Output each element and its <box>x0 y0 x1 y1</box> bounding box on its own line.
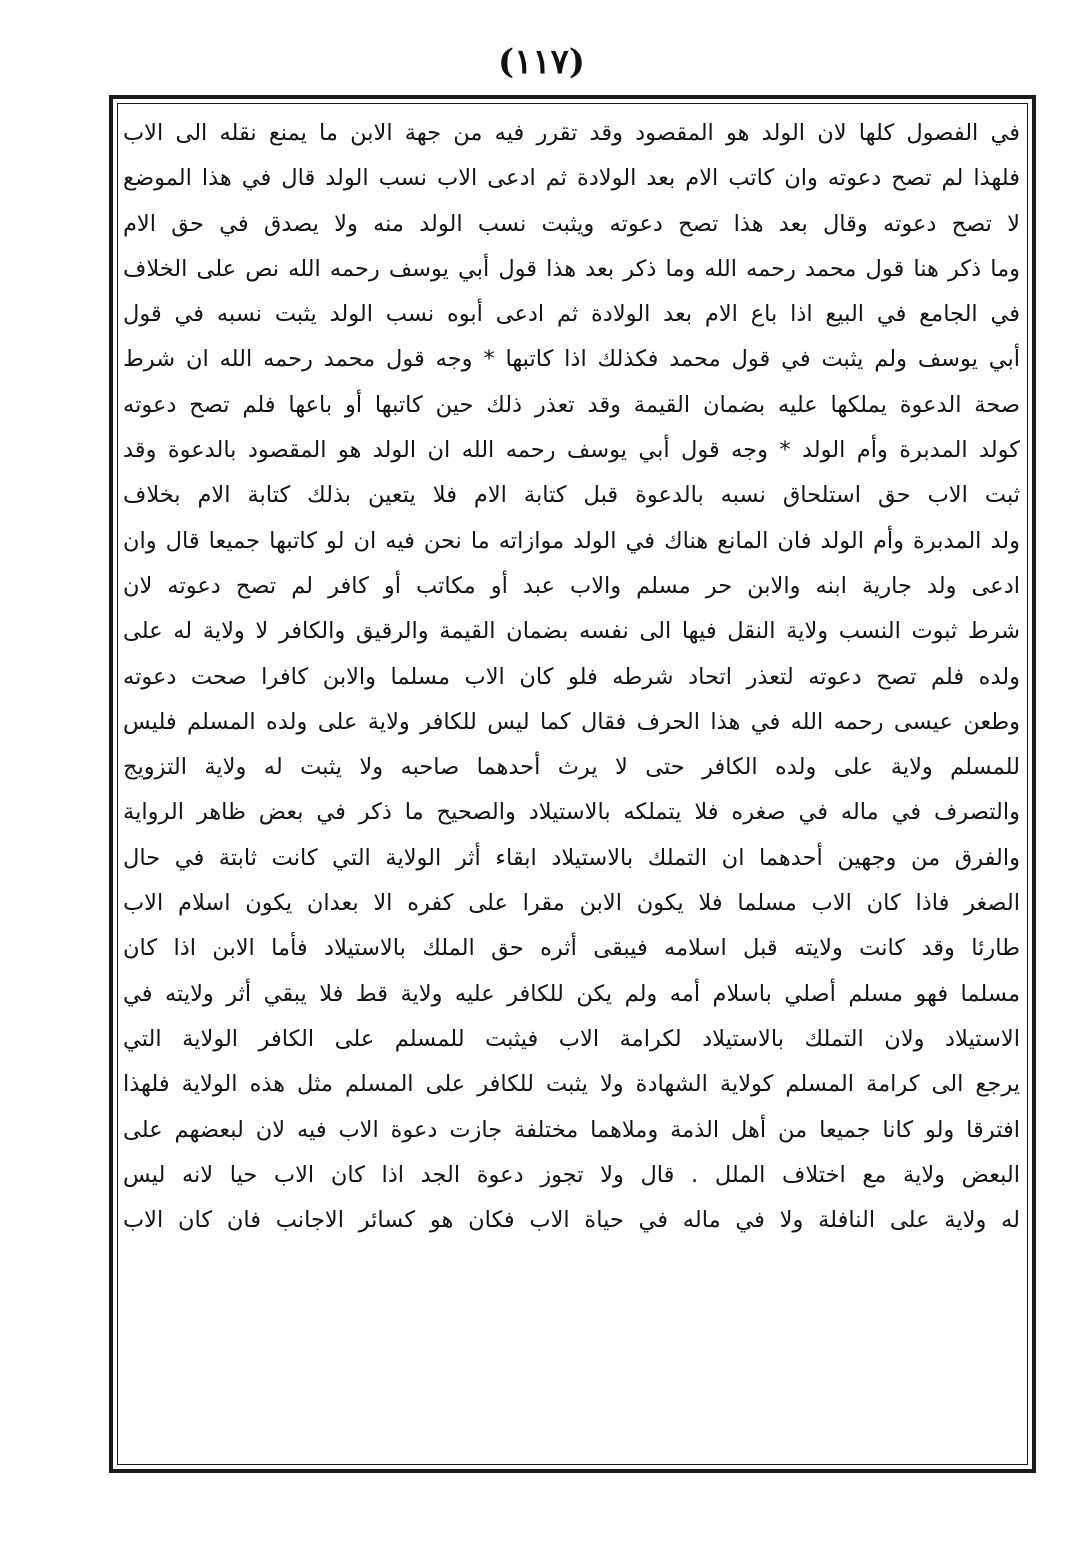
text-line: ولد المدبرة وأم الولد فان المانع هناك في الولد موازاته ما نحن فيه ان لو كاتبها جميعا قال وان <box>123 527 1020 554</box>
text-line: في الجامع في البيع اذا باع الام بعد الولادة ثم ادعى أبوه نسب الولد يثبت نسبه في قول <box>123 301 1020 328</box>
text-line: والتصرف في ماله في صغره فلا يتملكه بالاستيلاد والصحيح ما ذكر في بعض ظاهر الرواية <box>123 799 1020 826</box>
text-line: مسلما فهو مسلم أصلي باسلام أمه ولم يكن للكافر عليه ولاية قط فلا يبقي أثر ولايته في <box>123 980 1020 1007</box>
text-line: الاستيلاد ولان التملك بالاستيلاد لكرامة الاب فيثبت للمسلم على الكافر الولاية التي <box>123 1025 1020 1052</box>
body-text <box>123 111 1020 1243</box>
text-line: الصغر فاذا كان الاب مسلما فلا يكون الابن مقرا على كفره الا بعدان يكون اسلام الاب <box>123 890 1020 917</box>
text-line: ثبت الاب حق استلحاق نسبه بالدعوة قبل كتابة الام فلا يتعين بذلك كتابة الام بخلاف <box>123 482 1020 509</box>
text-line: ولده فلم تصح دعوته لتعذر اتحاد شرطه فلو كان الاب مسلما والابن كافرا صحت دعوته <box>123 663 1020 690</box>
text-line: والفرق من وجهين أحدهما ان التملك بالاستيلاد ابقاء أثر الولاية التي كانت ثابتة في حال <box>123 844 1020 871</box>
text-line: لا تصح دعوته وقال بعد هذا تصح دعوته ويثبت نسب الولد منه ولا يصدق في حق الام <box>123 210 1020 237</box>
text-line: طارئا وقد كانت ولايته قبل اسلامه فيبقى أثره حق الملك بالاستيلاد فأما الابن اذا كان <box>123 935 1020 962</box>
text-line: كولد المدبرة وأم الولد * وجه قول أبي يوسف رحمه الله ان الولد هو المقصود بالدعوة وقد <box>123 437 1020 464</box>
text-line: وطعن عيسى رحمه الله في هذا الحرف فقال كما ليس للكافر ولاية على ولده المسلم فليس <box>123 708 1020 735</box>
text-line: فلهذا لم تصح دعوته وان كاتب الام بعد الولادة ثم ادعى الاب نسب الولد قال في هذا الموضع <box>123 165 1020 192</box>
page-number: (١١٧) <box>498 42 585 82</box>
text-line: صحة الدعوة يملكها عليه بضمان القيمة وقد تعذر ذلك حين كاتبها أو باعها فلم تصح دعوته <box>123 391 1020 418</box>
text-line: افترقا ولو كانا جميعا من أهل الذمة وملاهما مختلفة جازت دعوة الاب فيه لان لبعضهم على <box>123 1116 1020 1143</box>
text-line: يرجع الى كرامة المسلم كولاية الشهادة ولا يثبت للكافر على المسلم مثل هذه الولاية فلهذا <box>123 1071 1020 1098</box>
text-line: شرط ثبوت النسب ولاية النقل فيها الى نفسه بضمان القيمة والرقيق والكافر لا ولاية له على <box>123 618 1020 645</box>
text-line: للمسلم ولاية على ولده الكافر حتى لا يرث أحدهما صاحبه ولا يثبت له ولاية التزويج <box>123 754 1020 781</box>
text-line: وما ذكر هنا قول محمد رحمه الله وما ذكر بعد هذا قول أبي يوسف رحمه الله نص على الخلاف <box>123 255 1020 282</box>
text-line: البعض ولاية مع اختلاف الملل . قال ولا تجوز دعوة الجد اذا كان الاب حيا لانه ليس <box>123 1161 1020 1188</box>
text-line: ادعى ولد جارية ابنه والابن حر مسلم والاب عبد أو مكاتب أو كافر لم تصح دعوته لان <box>123 572 1020 599</box>
text-line: له ولاية على النافلة ولا في ماله في حياة الاب فكان هو كسائر الاجانب فان كان الاب <box>123 1207 1020 1234</box>
text-line: في الفصول كلها لان الولد هو المقصود وقد تقرر فيه من جهة الابن ما يمنع نقله الى الاب <box>123 120 1020 146</box>
text-line: أبي يوسف ولم يثبت في قول محمد فكذلك اذا كاتبها * وجه قول محمد رحمه الله ان شرط <box>123 346 1020 373</box>
